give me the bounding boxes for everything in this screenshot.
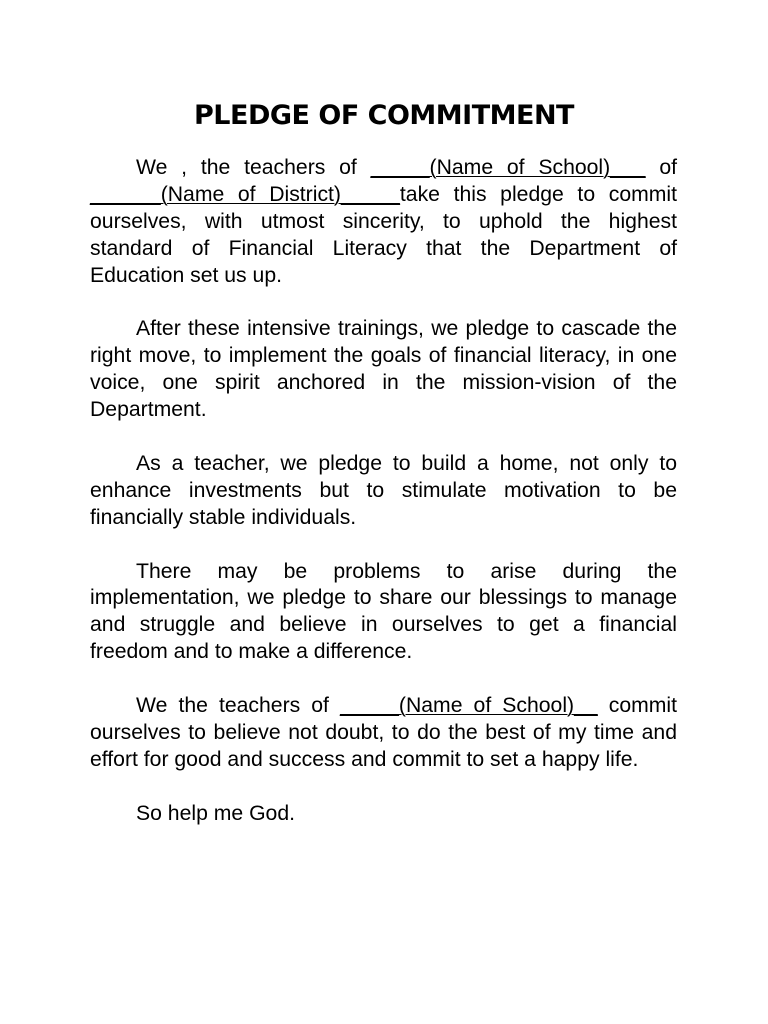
- paragraph-1-text-2: of: [645, 156, 678, 179]
- paragraph-3: As a teacher, we pledge to build a home, not only to enhance investments but to stimulate motivation to be financially stable individuals.: [90, 451, 677, 529]
- paragraph-5-text-2: commit ourselves to believe not doubt, to do the best of my time and effort for good and success and commit to set a happy life.: [90, 694, 677, 771]
- school-name-blank: _____(Name of School)___: [370, 156, 646, 179]
- paragraph-4: There may be problems to arise during the implementation, we pledge to share our blessings to manage and struggle and believe in ourselves to get a financial freedom and to make a difference.: [90, 559, 677, 664]
- paragraph-5-text-1: We the teachers of: [136, 694, 340, 718]
- district-name-blank: ______(Name of District)_____: [90, 182, 400, 206]
- paragraph-1: [90, 155, 677, 290]
- school-name-blank-2: _____(Name of School)__: [340, 694, 598, 718]
- paragraph-1-text-3: take this pledge to commit ourselves, with utmost sincerity, to uphold the highest standard of Financial Literacy that the Department of Education set us up.: [90, 182, 677, 287]
- paragraph-5: [90, 693, 677, 774]
- paragraph-2: After these intensive trainings, we pledge to cascade the right move, to implement the goals of financial literacy, in one voice, one spirit anchored in the mission-vision of the Department.: [90, 317, 677, 422]
- document-title: PLEDGE OF COMMITMENT: [194, 100, 574, 131]
- document-body: [90, 155, 677, 828]
- paragraph-1-text-1: We , the teachers of: [136, 156, 371, 179]
- closing-line: So help me God.: [136, 801, 295, 825]
